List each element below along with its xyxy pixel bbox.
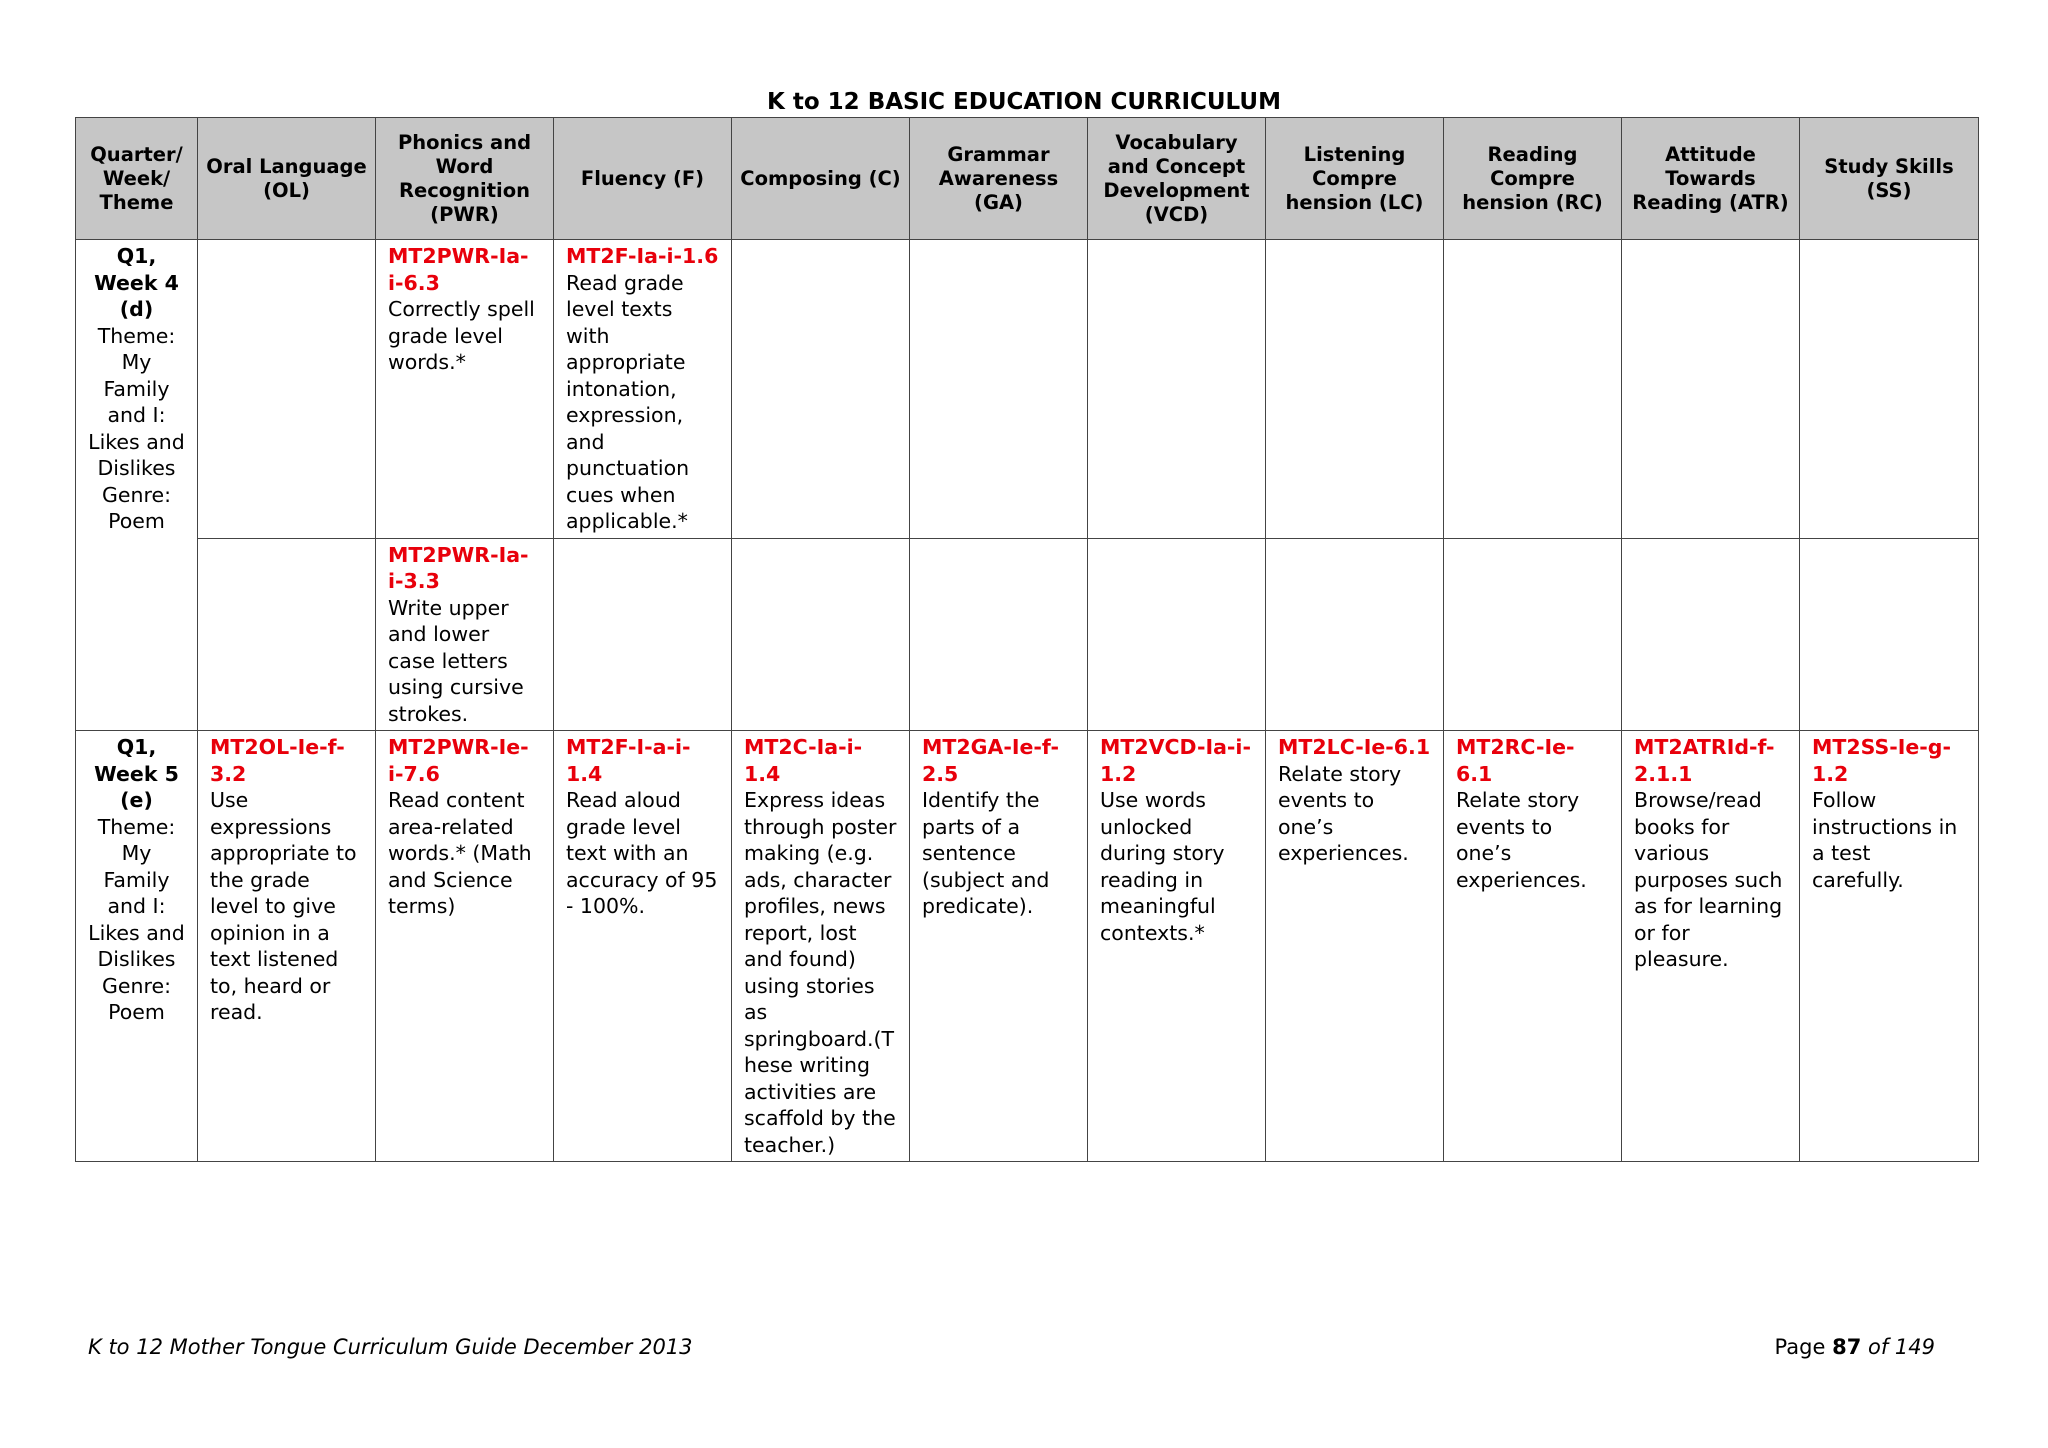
cell-empty [1800,538,1979,731]
competency-code: MT2LC-Ie-6.1 [1278,735,1431,759]
composing-cell [732,731,910,1162]
footer-guide-title: K to 12 Mother Tongue Curriculum Guide December 2013 [88,1335,693,1359]
cell-empty [1088,538,1266,731]
cell-empty [198,240,376,539]
pwr-cell [376,240,554,539]
reading-cell [1444,731,1622,1162]
competency-code: MT2GA-Ie-f-2.5 [922,735,1059,786]
competency-text: Correctly spell grade level words.* [388,297,535,374]
competency-text: Follow instructions in a test carefully. [1812,788,1958,892]
competency-text: Relate story events to one’s experiences. [1456,788,1587,892]
page-number: 87 [1832,1335,1862,1359]
competency-text: Read content area-related words.* (Math and Science terms) [388,788,532,918]
competency-text: Use expressions appropriate to the grade level to give opinion in a text listened to, heard or read. [210,788,357,1024]
page-title: K to 12 BASIC EDUCATION CURRICULUM [767,89,1281,115]
header-listening: Listening Compre hension (LC) [1266,118,1444,240]
table-row [76,538,1979,731]
header-study-skills: Study Skills (SS) [1800,118,1979,240]
cell-empty [1266,538,1444,731]
header-grammar: Grammar Awareness (GA) [910,118,1088,240]
vocabulary-cell [1088,731,1266,1162]
cell-empty [732,240,910,539]
page-total: of 149 [1868,1335,1935,1359]
footer-page-number [1775,1335,1935,1359]
cell-empty [1266,240,1444,539]
competency-code: MT2PWR-Ia-i-3.3 [388,542,529,593]
listening-cell [1266,731,1444,1162]
quarter-week4-cell: Q1, Week 4 (d) Theme: My Family and I: Likes and Dislikes Genre: Poem [76,240,198,731]
competency-text: Express ideas through poster making (e.g. ads, character profiles, news report, lost and found) using stories as springboard.(T hese writing activities are scaffold by the teacher.) [744,788,897,1157]
fluency-cell [554,240,732,539]
cell-empty [554,538,732,731]
attitude-cell [1622,731,1800,1162]
header-composing: Composing (C) [732,118,910,240]
pwr-cell [376,731,554,1162]
competency-code: MT2F-Ia-i-1.6 [566,244,719,268]
header-fluency: Fluency (F) [554,118,732,240]
competency-text: Browse/read books for various purposes such as for learning or for pleasure. [1634,788,1783,971]
cell-empty [1444,240,1622,539]
competency-code: MT2PWR-Ia-i-6.3 [388,244,529,295]
table-header-row [76,118,1979,240]
competency-text: Read grade level texts with appropriate intonation, expression, and punctuation cues when applicable.* [566,270,690,533]
competency-code: MT2F-I-a-i-1.4 [566,735,691,786]
cell-empty [198,538,376,731]
header-quarter: Quarter/ Week/ Theme [76,118,198,240]
competency-text: Identify the parts of a sentence (subject and predicate). [922,788,1050,918]
header-reading: Reading Compre hension (RC) [1444,118,1622,240]
quarter-week5-cell: Q1, Week 5 (e) Theme: My Family and I: Likes and Dislikes Genre: Poem [76,731,198,1162]
competency-text: Write upper and lower case letters using cursive strokes. [388,595,524,726]
competency-text: Relate story events to one’s experiences. [1278,761,1409,865]
header-attitude: Attitude Towards Reading (ATR) [1622,118,1800,240]
cell-empty [910,538,1088,731]
competency-code: MT2RC-Ie-6.1 [1456,735,1575,786]
pwr-cell [376,538,554,731]
competency-code: MT2OL-Ie-f-3.2 [210,735,345,786]
study-skills-cell [1800,731,1979,1162]
cell-empty [1800,240,1979,539]
competency-code: MT2VCD-Ia-i-1.2 [1100,735,1251,786]
cell-empty [732,538,910,731]
fluency-cell [554,731,732,1162]
competency-code: MT2PWR-Ie-i-7.6 [388,735,529,786]
competency-text: Use words unlocked during story reading in meaningful contexts.* [1100,788,1225,945]
header-phonics: Phonics and Word Recognition (PWR) [376,118,554,240]
table-row [76,240,1979,539]
competency-code: MT2SS-Ie-g-1.2 [1812,735,1951,786]
competency-code: MT2C-Ia-i-1.4 [744,735,863,786]
grammar-cell [910,731,1088,1162]
cell-empty [1088,240,1266,539]
cell-empty [910,240,1088,539]
header-oral-language: Oral Language (OL) [198,118,376,240]
header-vocabulary: Vocabulary and Concept Development (VCD) [1088,118,1266,240]
page-label: Page [1774,1335,1826,1359]
competency-text: Read aloud grade level text with an accuracy of 95 - 100%. [566,788,718,918]
competency-code: MT2ATRId-f-2.1.1 [1634,735,1775,786]
table-row [76,731,1979,1162]
cell-empty [1622,538,1800,731]
curriculum-table [75,117,1979,1162]
cell-empty [1444,538,1622,731]
cell-empty [1622,240,1800,539]
oral-language-cell [198,731,376,1162]
